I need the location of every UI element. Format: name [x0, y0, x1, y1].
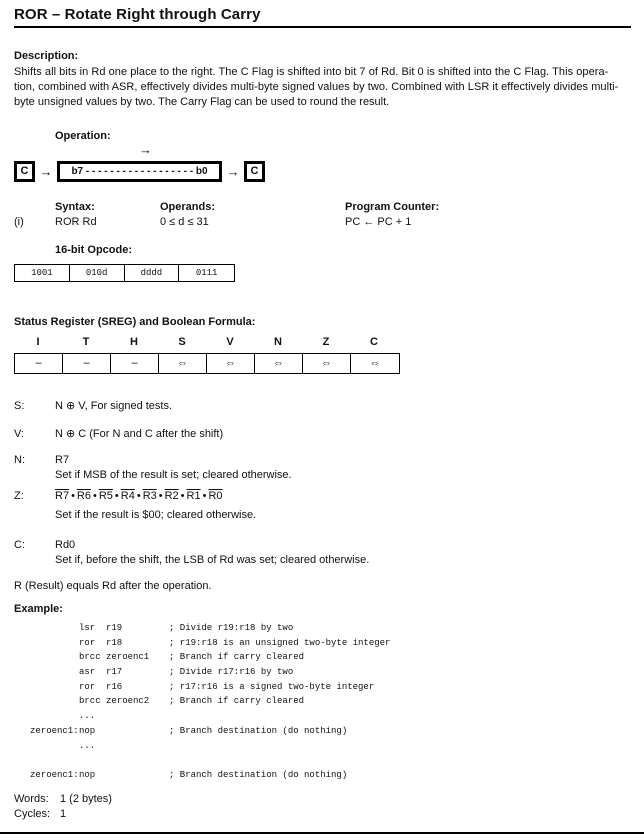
opcode-cell: 010d	[70, 265, 125, 281]
code-instruction: asr r17	[79, 667, 123, 678]
operation-label: Operation:	[55, 130, 111, 142]
flag-name: N:	[14, 454, 25, 466]
code-comment: ; Branch destination (do nothing)	[169, 725, 348, 736]
flag-formula: R7	[55, 454, 70, 466]
code-label	[30, 621, 79, 636]
opcode-cell: 1001	[15, 265, 70, 281]
description-paragraph	[14, 65, 634, 110]
code-label	[30, 650, 79, 665]
sreg-column-header: I	[36, 336, 40, 348]
code-line	[30, 636, 390, 651]
code-label: zeroenc1:	[30, 769, 79, 780]
code-line	[30, 680, 390, 695]
code-comment: ; Branch if carry cleared	[169, 652, 305, 663]
flow-arrow-icon: →	[39, 164, 53, 179]
code-instruction: ...	[79, 740, 96, 751]
inverted-bit-term: R7	[55, 490, 70, 502]
opcode-cell: 0111	[195, 268, 218, 278]
flow-arrow-icon: →	[226, 164, 240, 179]
and-bullet: •	[158, 490, 163, 502]
opcode-cell: dddd	[125, 265, 180, 281]
code-label	[30, 680, 79, 695]
sreg-column-header: N	[274, 336, 282, 348]
carry-out-box: C	[244, 161, 265, 182]
sreg-heading: Status Register (SREG) and Boolean Formula:	[14, 316, 256, 328]
sreg-value-row	[14, 353, 400, 374]
flag-definition-n	[14, 453, 292, 483]
words-row	[14, 792, 112, 807]
code-comment: ; Divide r17:r16 by two	[169, 667, 294, 678]
code-comment: ; r19:r18 is an unsigned two-byte integer	[169, 637, 391, 648]
sreg-cell: –	[15, 354, 63, 373]
code-instruction: brcc zeroenc1	[79, 652, 150, 663]
inverted-bit-term: R0	[208, 490, 223, 502]
inverted-bit-term: R4	[120, 490, 135, 502]
flag-name: Z:	[14, 490, 24, 502]
code-line	[30, 768, 390, 783]
code-line	[30, 694, 390, 709]
code-comment: ; Branch if carry cleared	[169, 696, 305, 707]
syntax-label: Syntax:	[55, 201, 95, 213]
code-comment: ; r17:r16 is a signed two-byte integer	[169, 681, 375, 692]
code-line	[30, 621, 390, 636]
flag-formula	[55, 489, 223, 504]
opcode-table	[14, 264, 235, 282]
sreg-cell: ⇔	[369, 357, 381, 369]
code-line	[30, 650, 390, 665]
sreg-header-row	[14, 336, 398, 348]
title-rule	[14, 26, 631, 28]
cycles-label: Cycles:	[14, 808, 51, 820]
syntax-index: (i)	[14, 216, 24, 228]
operands-label: Operands:	[160, 201, 216, 213]
code-label	[30, 694, 79, 709]
flag-definition-z	[14, 489, 256, 523]
inverted-bit-term: R5	[98, 490, 113, 502]
opcode-heading: 16-bit Opcode:	[55, 244, 133, 256]
operation-diagram	[14, 161, 265, 182]
code-comment: ; Branch destination (do nothing)	[169, 769, 348, 780]
code-instruction: ...	[79, 711, 96, 722]
flag-note: Set if MSB of the result is set; cleared otherwise.	[55, 469, 292, 481]
code-line	[30, 724, 390, 739]
cycles-value: 1	[60, 808, 67, 820]
description-line: byte unsigned values by two. The Carry Flag can be used to round the result.	[14, 96, 390, 108]
flag-formula: N ⊕ V, For signed tests.	[55, 400, 173, 412]
and-bullet: •	[92, 490, 97, 502]
sreg-cell: –	[63, 354, 111, 373]
sreg-column-header: C	[370, 336, 378, 348]
program-counter-value: PC ← PC + 1	[345, 216, 412, 228]
code-label	[30, 665, 79, 680]
sreg-column-header: V	[226, 336, 234, 348]
description-line: Shifts all bits in Rd one place to the right. The C Flag is shifted into bit 7 of Rd. Bit 0 is shifted into the C Flag. This opera-	[14, 66, 609, 78]
code-label	[30, 739, 79, 754]
flag-definition-v	[14, 427, 223, 442]
flag-name: V:	[14, 428, 24, 440]
example-heading: Example:	[14, 603, 63, 615]
flag-name: C:	[14, 539, 25, 551]
code-instruction: nop	[79, 725, 96, 736]
words-label: Words:	[14, 793, 49, 805]
sreg-column-header: T	[82, 336, 90, 348]
and-bullet: •	[202, 490, 207, 502]
code-line	[30, 665, 390, 680]
sreg-cell: ⇔	[303, 354, 351, 373]
flag-formula: Rd0	[55, 539, 76, 551]
sreg-cell: ⇔	[207, 354, 255, 373]
and-bullet: •	[136, 490, 141, 502]
and-bullet: •	[114, 490, 119, 502]
inverted-bit-term: R3	[142, 490, 157, 502]
code-instruction: ror r18	[79, 637, 123, 648]
instruction-title: ROR – Rotate Right through Carry	[14, 6, 261, 23]
footer-rule	[0, 832, 644, 834]
code-label: zeroenc1:	[30, 725, 79, 736]
inverted-bit-term: R1	[186, 490, 201, 502]
code-instruction: lsr r19	[79, 623, 123, 633]
sreg-column-header: Z	[322, 336, 330, 348]
flag-name: S:	[14, 400, 25, 412]
code-line	[30, 709, 390, 724]
inverted-bit-term: R2	[164, 490, 179, 502]
code-label	[30, 709, 79, 724]
sreg-column-header: S	[178, 336, 186, 348]
flag-definition-c	[14, 538, 369, 568]
shift-direction-arrow-icon: →	[139, 142, 152, 157]
register-bits-box: b7 - - - - - - - - - - - - - - - - - - b0	[57, 161, 222, 182]
sreg-cell: ⇔	[159, 354, 207, 373]
code-instruction: brcc zeroenc2	[79, 696, 150, 707]
flag-note: Set if the result is $00; cleared otherwise.	[55, 509, 257, 521]
cycles-row	[14, 807, 66, 822]
description-line: tion, combined with ASR, effectively divides multi-byte signed values by two. Combined with LSR it effectively divides multi-	[14, 81, 619, 93]
code-label	[30, 636, 79, 651]
flag-note: Set if, before the shift, the LSB of Rd was set; cleared otherwise.	[55, 554, 370, 566]
example-code-block	[30, 621, 390, 783]
operands-value: 0 ≤ d ≤ 31	[160, 216, 209, 228]
syntax-value: ROR Rd	[55, 216, 97, 228]
words-value: 1 (2 bytes)	[60, 793, 112, 805]
sreg-cell: –	[111, 354, 159, 373]
code-instruction: ror r16	[79, 681, 123, 692]
description-heading: Description:	[14, 50, 79, 62]
code-comment: ; Divide r19:r18 by two	[169, 623, 294, 633]
and-bullet: •	[71, 490, 75, 502]
sreg-cell: ⇔	[255, 354, 303, 373]
sreg-column-header: H	[130, 336, 138, 348]
program-counter-label: Program Counter:	[345, 201, 440, 213]
and-bullet: •	[180, 490, 185, 502]
flag-formula: N ⊕ C (For N and C after the shift)	[55, 428, 224, 440]
code-line	[30, 739, 390, 754]
carry-in-box: C	[14, 161, 35, 182]
flag-definition-s	[14, 399, 172, 414]
inverted-bit-term: R6	[76, 490, 91, 502]
result-note: R (Result) equals Rd after the operation.	[14, 580, 212, 592]
code-instruction: nop	[79, 769, 96, 780]
